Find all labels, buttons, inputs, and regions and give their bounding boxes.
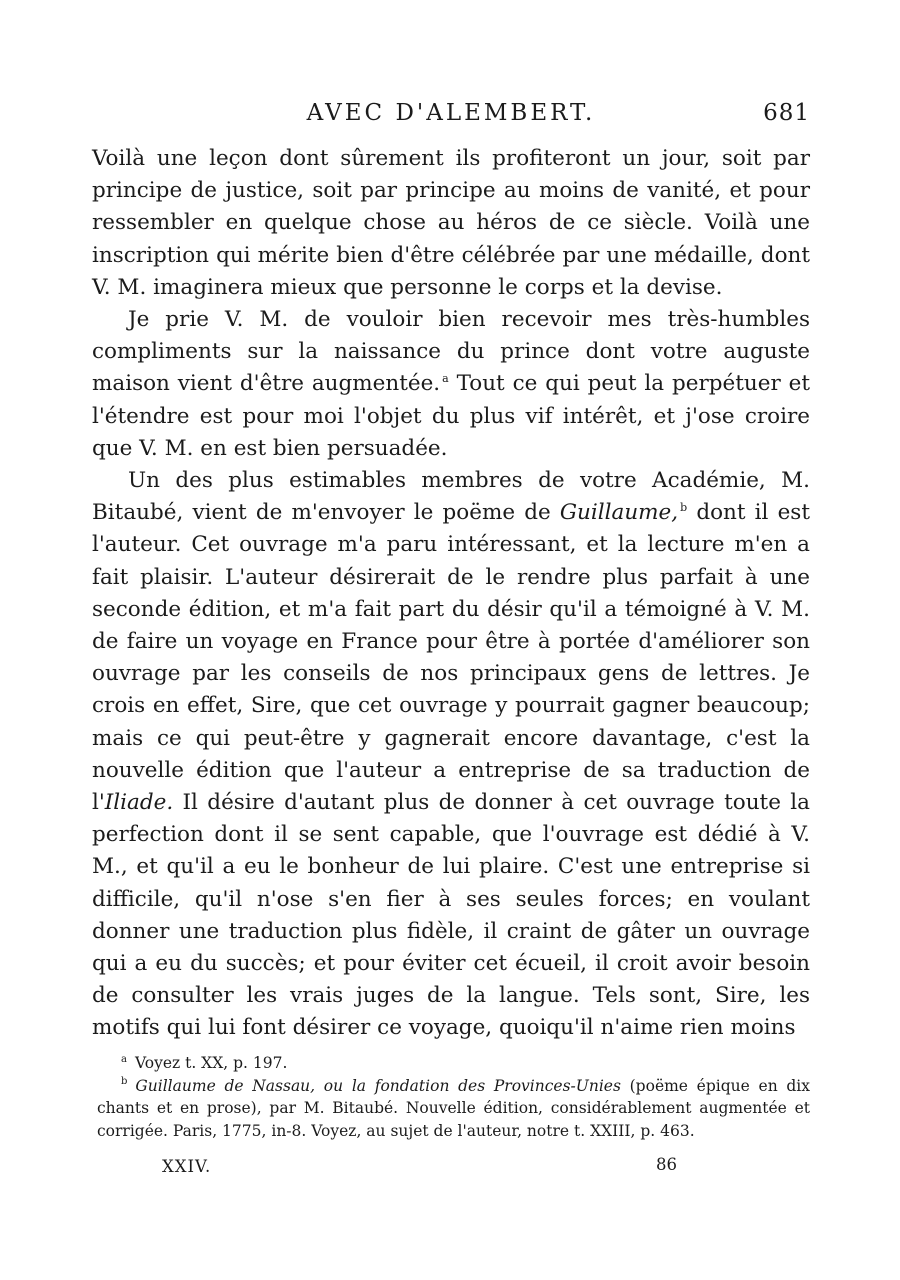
paragraph-1 [92,143,810,304]
running-head: AVEC D'ALEMBERT. [306,100,596,126]
footnote-a-text: Voyez t. XX, p. 197. [134,1054,288,1072]
paragraph-3-text-a: Un des plus estimables membres de votre Académie, M. Bitaubé, vient de m'envoyer le poëme de [92,468,810,526]
footnote-ref-b: b [680,501,688,515]
footnote-b [97,1075,810,1143]
paragraph-2-text-b: Tout ce qui peut la perpétuer et l'étendre est pour moi l'objet du plus vif intérêt, et j'ose croire que V. M. en est bien persuadée. [92,371,810,461]
footnote-a [97,1052,810,1075]
footnote-b-text: (poëme épique en dix chants et en prose), par M. Bitaubé. Nouvelle édition, considérablement augmentée et corrigée. Paris, 1775, in-8. Voyez, au sujet de l'auteur, notre t. XXIII, p. 463. [97,1076,810,1140]
sheet-number: 86 [656,1155,677,1174]
paragraph-3-text-b: dont il est l'auteur. Cet ouvrage m'a paru intéressant, et la lecture m'en a fait plaisir. L'auteur désirerait de le rendre plus parfait à une seconde édition, et m'a fait part du désir qu'il a témoigné à V. M. de faire un voyage en France pour être à portée d'améliorer son ouvrage par les conseils de nos principaux gens de lettres. Je crois en effet, Sire, que cet ouvrage y pourrait gagner beaucoup; mais ce qui peut-être y gagnerait encore davantage, c'est la nouvelle édition que l'auteur a entreprise de sa traduction de l' [92,500,810,816]
footnote-ref-a: a [442,372,449,386]
paragraph-3 [92,465,810,1045]
paragraph-3-text-c: Il désire d'autant plus de donner à cet ouvrage toute la perfection dont il se sent capable, que l'ouvrage est dédié à V. M., et qu'il a eu le bonheur de lui plaire. C'est une entreprise si difficile, qu'il n'ose s'en fier à ses seules forces; en voulant donner une traduction plus fidèle, il craint de gâter un ouvrage qui a eu du succès; et pour éviter cet écueil, il croit avoir besoin de consulter les vrais juges de la langue. Tels sont, Sire, les motifs qui lui font désirer ce voyage, quoiqu'il n'aime rien moins [92,790,810,1041]
page-number: 681 [763,100,810,126]
footnote-b-title: Guillaume de Nassau, ou la fondation des Provinces-Unies [135,1076,621,1095]
paragraph-2 [92,304,810,465]
poem-title-guillaume: Guillaume, [559,500,679,526]
signature-mark: XXIV. [162,1157,212,1176]
paragraph-1-text: Voilà une leçon dont sûrement ils profiteront un jour, soit par principe de justice, soit par principe au moins de vanité, et pour ressembler en quelque chose au héros de ce siècle. Voilà une inscription qui mérite bien d'être célébrée par une médaille, dont V. M. imaginera mieux que personne le corps et la devise. [92,146,810,300]
footnote-a-mark: a [121,1053,127,1065]
body-text [92,143,810,1045]
footnotes [97,1052,810,1142]
paragraph-2-text-a: Je prie V. M. de vouloir bien recevoir mes très-humbles compliments sur la naissance du prince dont votre auguste maison vient d'être augmentée. [92,307,810,397]
footnote-b-mark: b [121,1076,128,1088]
page-header [92,100,810,134]
work-title-iliade: Iliade. [104,790,174,816]
